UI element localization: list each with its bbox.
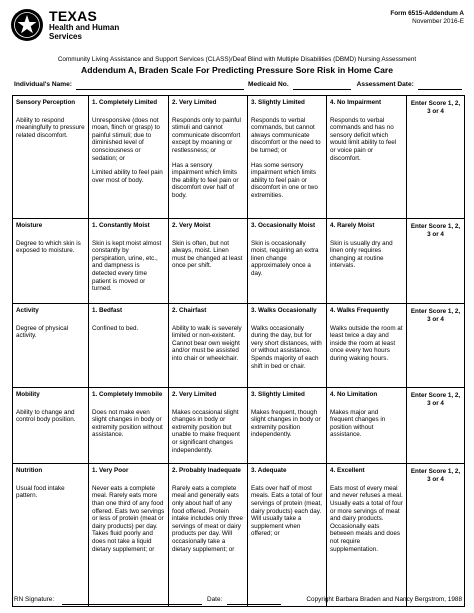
score-entry-cell[interactable] bbox=[407, 96, 465, 219]
category-description: Degree to which skin is exposed to moisture. bbox=[16, 239, 81, 255]
level-label: 2. Very Moist bbox=[172, 222, 211, 229]
category-description: Usual food intake pattern. bbox=[16, 484, 65, 500]
level-cell bbox=[89, 96, 169, 219]
level-label: 4. Walks Frequently bbox=[330, 307, 389, 314]
score-entry-cell[interactable] bbox=[407, 219, 465, 304]
level-description: Responds to verbal commands and has no sensory deficit which would limit ability to feel or voice pain or discomfort. bbox=[330, 116, 397, 162]
level-label: 1. Bedfast bbox=[92, 307, 123, 314]
level-cell bbox=[248, 388, 327, 464]
category-description: Ability to respond meaningfully to pressure related discomfort. bbox=[16, 116, 85, 139]
level-label: 3. Slightly Limited bbox=[251, 391, 305, 398]
level-label: 2. Chairfast bbox=[172, 307, 207, 314]
table-row bbox=[13, 388, 465, 464]
level-cell bbox=[327, 304, 407, 388]
level-label: 4. Rarely Moist bbox=[330, 222, 375, 229]
score-instruction: Enter Score 1, 2, 3 or 4 bbox=[410, 100, 461, 115]
category-description: Ability to change and control body position. bbox=[16, 408, 76, 424]
name-field[interactable] bbox=[76, 81, 244, 90]
level-description: Makes major and frequent changes in position without assistance. bbox=[330, 408, 386, 439]
level-description: Limited ability to feel pain over most of body. bbox=[92, 169, 163, 184]
program-line: Community Living Assistance and Support Services (CLASS)/Deaf Blind with Multiple Disabilities (DBMD) Nursing Assessment bbox=[57, 56, 417, 63]
level-label: 1. Very Poor bbox=[92, 467, 129, 475]
level-description: Walks outside the room at least twice a day and inside the room at least once every two hours during waking hours. bbox=[330, 324, 403, 362]
texas-hhs-seal-icon bbox=[10, 8, 44, 42]
table-row bbox=[13, 304, 465, 388]
level-description: Skin is often, but not always, moist. Linen must be changed at least once per shift. bbox=[172, 239, 243, 270]
score-entry-cell[interactable] bbox=[407, 388, 465, 464]
page-title: Addendum A, Braden Scale For Predicting Pressure Sore Risk in Home Care bbox=[80, 65, 393, 75]
level-cell bbox=[327, 464, 407, 607]
level-cell bbox=[248, 219, 327, 304]
braden-scale-table bbox=[12, 95, 465, 607]
level-description: Eats over half of most meals. Eats a total of four servings of protein (meat, dairy products) each day. Will usually take a supplement when offered; or bbox=[251, 484, 323, 538]
level-cell bbox=[327, 219, 407, 304]
level-description: Skin is kept moist almost constantly by perspiration, urine, etc., and dampness is detected every time patient is moved or turned. bbox=[92, 239, 162, 293]
medicaid-label: Medicaid No. bbox=[248, 81, 289, 88]
category-description: Degree of physical activity. bbox=[16, 324, 69, 340]
date-field[interactable] bbox=[227, 596, 281, 605]
level-label: 3. Walks Occasionally bbox=[251, 307, 317, 314]
level-cell bbox=[169, 304, 248, 388]
level-description: Ability to walk is severely limited or non-existent. Cannot bear own weight and/or must be assisted into chair or wheelchair. bbox=[172, 324, 242, 362]
level-description: Makes occasional slight changes in body or extremity position but unable to make frequent or significant changes independently. bbox=[172, 408, 240, 454]
level-cell bbox=[89, 464, 169, 607]
level-cell bbox=[89, 219, 169, 304]
level-cell bbox=[169, 96, 248, 219]
level-cell bbox=[89, 388, 169, 464]
category-heading: Moisture bbox=[16, 222, 43, 229]
level-description: Skin is usually dry and linen only requires changing at routine intervals. bbox=[330, 239, 393, 270]
category-heading: Nutrition bbox=[16, 467, 43, 475]
level-cell bbox=[169, 388, 248, 464]
level-cell bbox=[248, 464, 327, 607]
level-cell bbox=[327, 96, 407, 219]
level-label: 3. Occasionally Moist bbox=[251, 222, 316, 229]
table-row bbox=[13, 96, 465, 219]
level-label: 2. Probably Inadequate bbox=[172, 467, 241, 475]
form-date: November 2016-E bbox=[412, 18, 464, 25]
category-cell bbox=[13, 388, 89, 464]
table-row bbox=[13, 464, 465, 607]
rn-signature-label: RN Signature: bbox=[14, 596, 55, 603]
level-label: 4. Excellent bbox=[330, 467, 365, 475]
id-fields-row bbox=[14, 81, 462, 90]
level-label: 1. Completely Limited bbox=[92, 99, 158, 106]
level-label: 4. No Limitation bbox=[330, 391, 378, 398]
level-label: 2. Very Limited bbox=[172, 99, 217, 106]
category-heading: Activity bbox=[16, 307, 39, 314]
category-cell bbox=[13, 304, 89, 388]
level-label: 1. Constantly Moist bbox=[92, 222, 150, 229]
level-description: Responds only to painful stimuli and cannot communicate discomfort except by moaning or restlessness; or bbox=[172, 116, 241, 154]
level-description: Skin is occasionally moist, requiring an extra linen change approximately once a day. bbox=[251, 239, 319, 277]
level-description: Has some sensory impairment which limits ability to feel pain or discomfort in one or two extremities. bbox=[251, 161, 318, 199]
form-number-block bbox=[390, 10, 464, 26]
level-description: Confined to bed. bbox=[92, 324, 139, 332]
agency-title: TEXAS bbox=[49, 8, 98, 24]
name-label: Individual's Name: bbox=[14, 81, 72, 88]
agency-line2: Services bbox=[49, 32, 82, 41]
level-description: Eats most of every meal and never refuses a meal. Usually eats a total of four or more servings of meat and dairy products. Occasionally eats between meals and does not require supplementation. bbox=[330, 484, 403, 553]
category-cell bbox=[13, 219, 89, 304]
assessment-date-label: Assessment Date: bbox=[356, 81, 414, 88]
level-description: Walks occasionally during the day, but for very short distances, with or without assistance. Spends majority of each shift in bed or chair. bbox=[251, 324, 322, 370]
category-cell bbox=[13, 464, 89, 607]
level-label: 4. No Impairment bbox=[330, 99, 382, 106]
category-cell bbox=[13, 96, 89, 219]
date-label: Date: bbox=[207, 596, 223, 603]
level-label: 2. Very Limited bbox=[172, 391, 217, 398]
copyright: Copyright Barbara Braden and Nancy Bergstrom, 1988 bbox=[306, 596, 462, 603]
rn-signature-field[interactable] bbox=[62, 596, 202, 605]
form-number: Form 6515-Addendum A bbox=[390, 10, 464, 17]
level-description: Responds to verbal commands, but cannot always communicate discomfort or the need to be turned; or bbox=[251, 116, 321, 154]
score-instruction: Enter Score 1, 2, 3 or 4 bbox=[410, 308, 461, 323]
category-heading: Mobility bbox=[16, 391, 40, 398]
category-heading: Sensory Perception bbox=[16, 99, 76, 106]
level-description: Unresponsive (does not moan, flinch or grasp) to painful stimuli; due to diminished level of consciousness or sedation; or bbox=[92, 116, 160, 162]
agency-name bbox=[49, 9, 119, 41]
level-cell bbox=[169, 464, 248, 607]
level-cell bbox=[327, 388, 407, 464]
level-label: 1. Completely Immobile bbox=[92, 391, 163, 398]
score-entry-cell[interactable] bbox=[407, 464, 465, 607]
level-cell bbox=[169, 219, 248, 304]
level-cell bbox=[248, 96, 327, 219]
assessment-date-field[interactable] bbox=[418, 81, 462, 90]
medicaid-field[interactable] bbox=[293, 81, 351, 90]
level-description: Never eats a complete meal. Rarely eats more than one third of any food offered. Eats two servings or less of protein (meat or dairy products) per day. Takes fluid poorly and does not take a liquid dietary supplement; or bbox=[92, 484, 165, 553]
level-description: Makes frequent, though slight changes in body or extremity position independently. bbox=[251, 408, 321, 439]
level-label: 3. Adequate bbox=[251, 467, 287, 475]
form-header bbox=[0, 0, 474, 54]
level-cell bbox=[89, 304, 169, 388]
score-instruction: Enter Score 1, 2, 3 or 4 bbox=[410, 392, 461, 407]
table-row bbox=[13, 219, 465, 304]
agency-line1: Health and Human bbox=[49, 23, 120, 32]
level-description: Has a sensory impairment which limits the ability to feel pain or discomfort over half of body. bbox=[172, 161, 239, 199]
level-description: Rarely eats a complete meal and generally eats only about half of any food offered. Protein intake includes only three servings of meat or dairy products per day. Will occasionally take a dietary supplement; or bbox=[172, 484, 244, 553]
score-instruction: Enter Score 1, 2, 3 or 4 bbox=[410, 468, 461, 483]
score-entry-cell[interactable] bbox=[407, 304, 465, 388]
level-label: 3. Slightly Limited bbox=[251, 99, 305, 106]
level-description: Does not make even slight changes in body or extremity position without assistance. bbox=[92, 408, 163, 439]
score-instruction: Enter Score 1, 2, 3 or 4 bbox=[410, 223, 461, 238]
level-cell bbox=[248, 304, 327, 388]
